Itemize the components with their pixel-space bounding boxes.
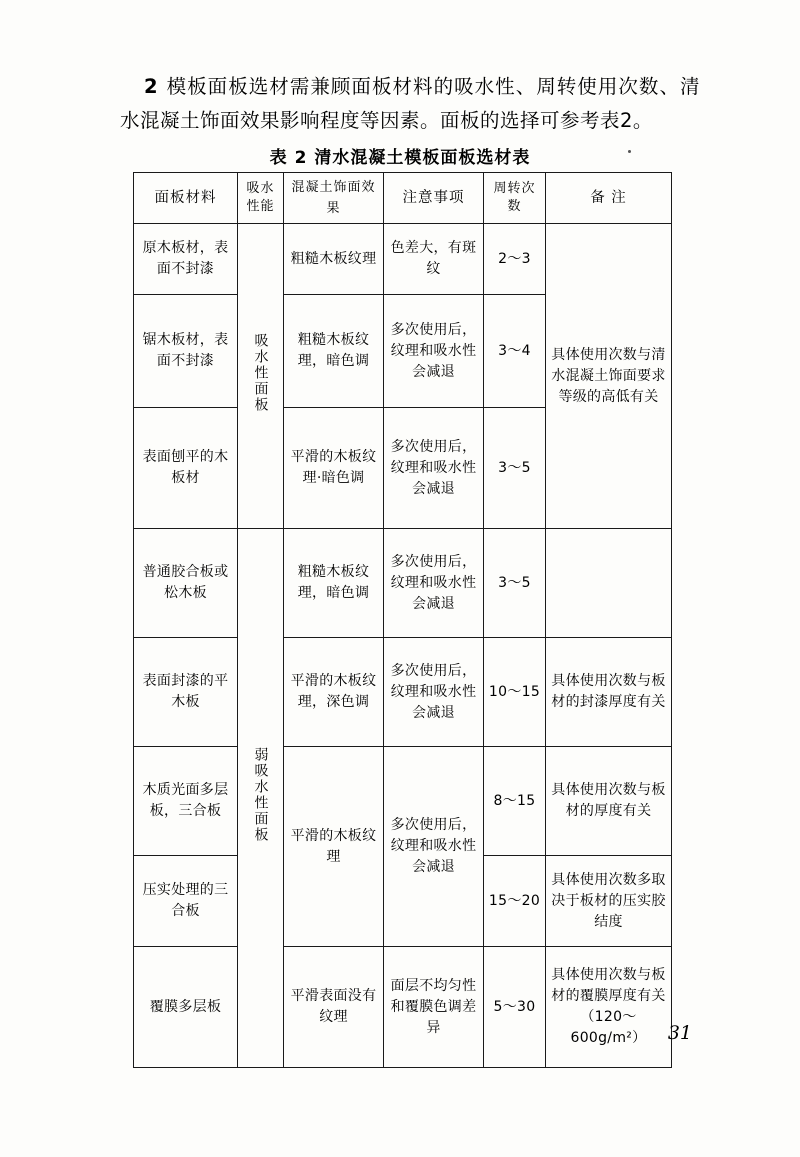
cell-group-weak-absorbent: 弱吸水性面板: [238, 529, 284, 1068]
header-cycles: 周转次数: [484, 173, 546, 224]
cell-cycles: 3～4: [484, 295, 546, 408]
cell-remark: 具体使用次数与板材的封漆厚度有关: [546, 638, 672, 747]
cell-remark: 具体使用次数与板材的厚度有关: [546, 747, 672, 856]
cell-group-absorbent: 吸水性面板: [238, 224, 284, 529]
cell-cycles: 3～5: [484, 408, 546, 529]
table-header-row: [134, 173, 672, 224]
cell-cycles: 15～20: [484, 856, 546, 947]
cell-notes: 色差大，有斑纹: [384, 224, 484, 295]
cell-cycles: 8～15: [484, 747, 546, 856]
cell-material: 普通胶合板或松木板: [134, 529, 238, 638]
cell-cycles: 2～3: [484, 224, 546, 295]
cell-material: 表面封漆的平木板: [134, 638, 238, 747]
table-row: [134, 947, 672, 1068]
cell-effect: 平滑表面没有纹理: [284, 947, 384, 1068]
cell-remark: 具体使用次数与板材的覆膜厚度有关（120～600g/m²）: [546, 947, 672, 1068]
cell-effect: 平滑的木板纹理，深色调: [284, 638, 384, 747]
cell-notes: 多次使用后，纹理和吸水性会减退: [384, 638, 484, 747]
cell-effect: 平滑的木板纹理: [284, 747, 384, 947]
cell-material: 表面刨平的木板材: [134, 408, 238, 529]
cell-effect: 粗糙木板纹理，暗色调: [284, 295, 384, 408]
cell-effect: 粗糙木板纹理: [284, 224, 384, 295]
paragraph-block: [120, 70, 700, 138]
cell-effect: 平滑的木板纹理·暗色调: [284, 408, 384, 529]
cell-material: 锯木板材，表面不封漆: [134, 295, 238, 408]
cell-notes: 面层不均匀性和覆膜色调差异: [384, 947, 484, 1068]
table-row: [134, 529, 672, 638]
table-row: [134, 638, 672, 747]
cell-material: 原木板材，表面不封漆: [134, 224, 238, 295]
header-effect: 混凝土饰面效果: [284, 173, 384, 224]
cell-notes: 多次使用后，纹理和吸水性会减退: [384, 408, 484, 529]
page-number: 31: [667, 1022, 692, 1044]
cell-remark: 具体使用次数与清水混凝土饰面要求等级的高低有关: [546, 224, 672, 529]
table-caption: 表 2 清水混凝土模板面板选材表: [269, 148, 531, 168]
header-absorption: 吸水性能: [238, 173, 284, 224]
cell-notes: 多次使用后，纹理和吸水性会减退: [384, 529, 484, 638]
cell-remark: 具体使用次数多取决于板材的压实胶结度: [546, 856, 672, 947]
cell-cycles: 10～15: [484, 638, 546, 747]
table-row: [134, 224, 672, 295]
cell-material: 木质光面多层板，三合板: [134, 747, 238, 856]
cell-cycles: 5～30: [484, 947, 546, 1068]
cell-cycles: 3～5: [484, 529, 546, 638]
header-remark: 备 注: [546, 173, 672, 224]
paragraph-number: 2: [144, 75, 159, 98]
paragraph-text: 模板面板选材需兼顾面板材料的吸水性、周转使用次数、清水混凝土饰面效果影响程度等因素。面板的选择可参考表2。: [120, 75, 700, 132]
material-selection-table: [133, 172, 672, 1068]
cell-effect: 粗糙木板纹理，暗色调: [284, 529, 384, 638]
header-material: 面板材料: [134, 173, 238, 224]
header-notes: 注意事项: [384, 173, 484, 224]
cell-material: 压实处理的三合板: [134, 856, 238, 947]
cell-material: 覆膜多层板: [134, 947, 238, 1068]
cell-notes: 多次使用后，纹理和吸水性会减退: [384, 295, 484, 408]
table-row: [134, 747, 672, 856]
stray-dot-mark: [628, 150, 631, 153]
cell-remark: [546, 529, 672, 638]
cell-notes: 多次使用后，纹理和吸水性会减退: [384, 747, 484, 947]
